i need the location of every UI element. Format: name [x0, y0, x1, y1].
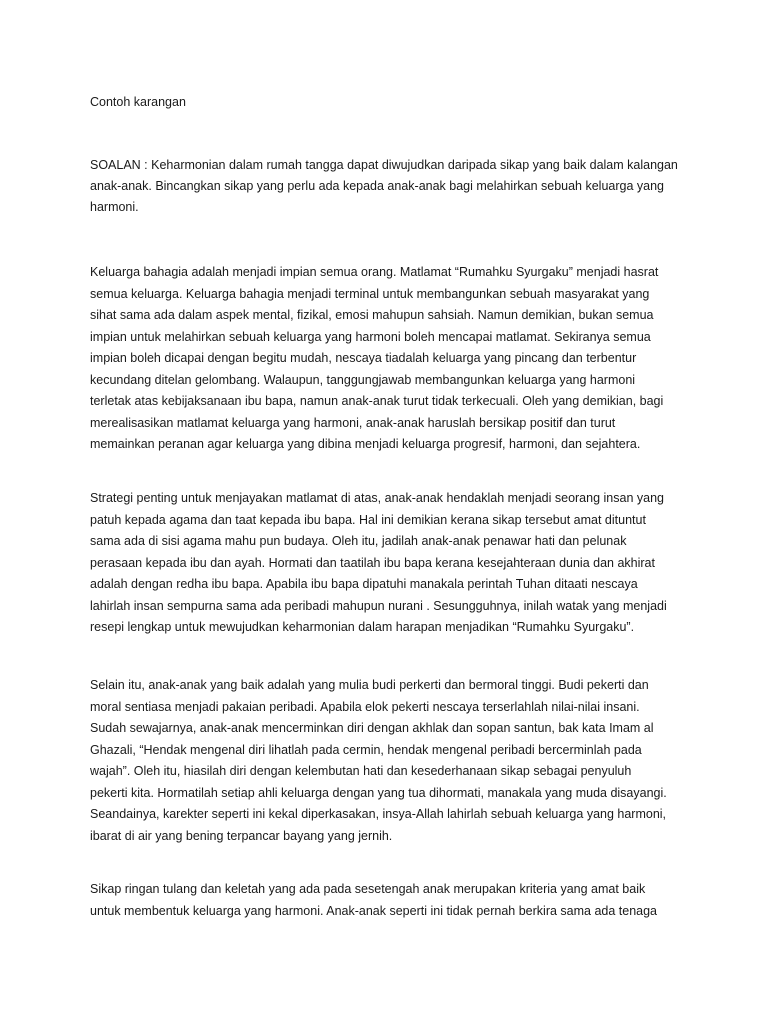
paragraph-point-1: [90, 488, 690, 639]
paragraph-line: ibarat di air yang bening terpancar bayang yang jernih.: [90, 828, 393, 843]
paragraph-line: pekerti kita. Hormatilah setiap ahli keluarga dengan yang tua dihormati, manakala yang muda disayangi.: [90, 785, 667, 800]
question-paragraph: [90, 155, 690, 218]
paragraph-line: Keluarga bahagia adalah menjadi impian semua orang. Matlamat “Rumahku Syurgaku” menjadi hasrat: [90, 265, 659, 279]
paragraph-line: Sikap ringan tulang dan keletah yang ada pada sesetengah anak merupakan kriteria yang amat baik: [90, 882, 646, 896]
paragraph-point-2: [90, 675, 690, 847]
paragraph-line: moral sentiasa menjadi pakaian peribadi. Apabila elok pekerti nescaya terserlahlah nilai-nilai insani.: [90, 699, 640, 714]
paragraph-line: untuk membentuk keluarga yang harmoni. Anak-anak seperti ini tidak pernah berkira sama ada tenaga: [90, 903, 658, 918]
question-line: anak-anak. Bincangkan sikap yang perlu ada kepada anak-anak bagi melahirkan sebuah keluarga yang: [90, 179, 665, 193]
question-line: harmoni.: [90, 200, 139, 214]
paragraph-line: Strategi penting untuk menjayakan matlamat di atas, anak-anak hendaklah menjadi seorang insan yang: [90, 491, 664, 505]
paragraph-line: Selain itu, anak-anak yang baik adalah yang mulia budi perkerti dan bermoral tinggi. Budi pekerti dan: [90, 678, 649, 692]
paragraph-line: memainkan peranan agar keluarga yang dibina menjadi keluarga progresif, harmoni, dan sejahtera.: [90, 437, 641, 451]
paragraph-line: adalah dengan redha ibu bapa. Apabila ibu bapa dipatuhi manakala perintah Tuhan ditaati nescaya: [90, 577, 638, 591]
paragraph-line: perasaan kepada ibu dan ayah. Hormati dan taatilah ibu bapa kerana kesejahteraan dunia dan akhirat: [90, 555, 655, 570]
paragraph-line: patuh kepada agama dan taat kepada ibu bapa. Hal ini demikian kerana sikap tersebut amat dituntut: [90, 512, 646, 527]
paragraph-line: wajah”. Oleh itu, hiasilah diri dengan kelembutan hati dan kesederhanaan sikap sebagai penyuluh: [90, 764, 632, 778]
document-heading: Contoh karangan: [90, 95, 186, 109]
paragraph-line: resepi lengkap untuk mewujudkan keharmonian dalam harapan menjadikan “Rumahku Syurgaku”.: [90, 620, 635, 634]
paragraph-line: lahirlah insan sempurna sama ada peribadi mahupun nurani . Sesungguhnya, inilah watak yang menjadi: [90, 598, 667, 613]
paragraph-line: Sudah sewajarnya, anak-anak mencerminkan diri dengan akhlak dan sopan santun, bak kata Imam al: [90, 721, 654, 735]
paragraph-line: impian untuk melahirkan sebuah keluarga yang harmoni boleh mencapai matlamat. Sekiranya semua: [90, 329, 651, 344]
paragraph-line: Ghazali, “Hendak mengenal diri lihatlah pada cermin, hendak mengenal peribadi bercerminlah pada: [90, 742, 642, 757]
paragraph-point-3: [90, 879, 690, 922]
paragraph-line: Seandainya, karekter seperti ini kekal diperkasakan, insya-Allah lahirlah sebuah keluarga yang harmoni,: [90, 807, 667, 821]
paragraph-line: merealisasikan matlamat keluarga yang harmoni, anak-anak haruslah bersikap positif dan turut: [90, 415, 616, 430]
paragraph-line: terletak atas kebijaksanaan ibu bapa, namun anak-anak turut tidak terkecuali. Oleh yang demikian, bagi: [90, 394, 664, 408]
question-line: SOALAN : Keharmonian dalam rumah tangga dapat diwujudkan daripada sikap yang baik dalam kalangan: [90, 158, 678, 172]
paragraph-line: kecundang ditelan gelombang. Walaupun, tanggungjawab membangunkan keluarga yang harmoni: [90, 372, 636, 387]
paragraph-line: impian boleh dicapai dengan begitu mudah, nescaya tiadalah keluarga yang pincang dan terbentur: [90, 351, 637, 365]
paragraph-line: sama ada di sisi agama mahu pun budaya. Oleh itu, jadilah anak-anak penawar hati dan pelunak: [90, 534, 627, 548]
paragraph-line: semua keluarga. Keluarga bahagia menjadi terminal untuk membangunkan sebuah masyarakat yang: [90, 286, 650, 301]
paragraph-introduction: [90, 262, 690, 456]
paragraph-line: sihat sama ada dalam aspek mental, fizikal, emosi mahupun sahsiah. Namun demikian, bukan semua: [90, 308, 654, 322]
